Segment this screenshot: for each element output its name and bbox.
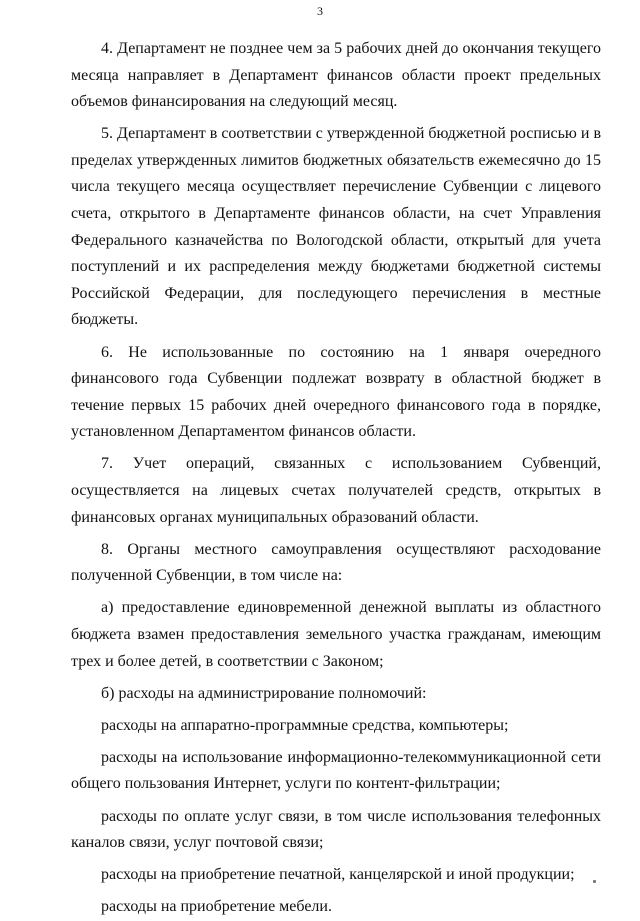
paragraph-6: 6. Не использованные по состоянию на 1 января очередного финансового года Субвенции подлежат возврату в областной бюджет в течение первых 15 рабочих дней очередного финансового года в порядке, установленном Департаментом финансов области. xyxy=(71,343,601,441)
scan-speck xyxy=(593,880,596,883)
expense-item-furniture: расходы на приобретение мебели. xyxy=(101,898,332,916)
paragraph-5: 5. Департамент в соответствии с утвержденной бюджетной росписью и в пределах утвержденных лимитов бюджетных обязательств ежемесячно до 15 числа текущего месяца осуществляет перечисление Субвенции с лицевого счета, открытого в Департаменте финансов области, на счет Управления Федерального казначейства по Вологодской области, открытый для учета поступлений и их распределения между бюджетами бюджетной системы Российской Федерации, для последующего перечисления в местные бюджеты. xyxy=(71,125,601,329)
expense-item-printing: расходы на приобретение печатной, канцелярской и иной продукции; xyxy=(101,866,575,884)
page-number: 3 xyxy=(317,4,323,18)
paragraph-7: 7. Учет операций, связанных с использованием Субвенций, осуществляется на лицевых счетах получателей средств, открытых в финансовых органах муниципальных образований области. xyxy=(71,455,601,526)
paragraph-4: 4. Департамент не позднее чем за 5 рабочих дней до окончания текущего месяца направляет в Департамент финансов области проект предельных объемов финансирования на следующий месяц. xyxy=(71,40,601,111)
paragraph-8a: а) предоставление единовременной денежной выплаты из областного бюджета взамен предоставления земельного участка гражданам, имеющим трех и более детей, в соответствии с Законом; xyxy=(71,599,601,670)
paragraph-8: 8. Органы местного самоуправления осуществляют расходование полученной Субвенции, в том числе на: xyxy=(71,540,601,585)
expense-item-communications: расходы по оплате услуг связи, в том числе использования телефонных каналов связи, услуг почтовой связи; xyxy=(71,807,601,852)
paragraph-8b: б) расходы на администрирование полномочий: xyxy=(101,684,427,702)
expense-item-hardware: расходы на аппаратно-программные средства, компьютеры; xyxy=(101,716,509,734)
expense-item-internet: расходы на использование информационно-телекоммуникационной сети общего пользования Интернет, услуги по контент-фильтрации; xyxy=(71,748,601,793)
document-body xyxy=(71,36,601,921)
